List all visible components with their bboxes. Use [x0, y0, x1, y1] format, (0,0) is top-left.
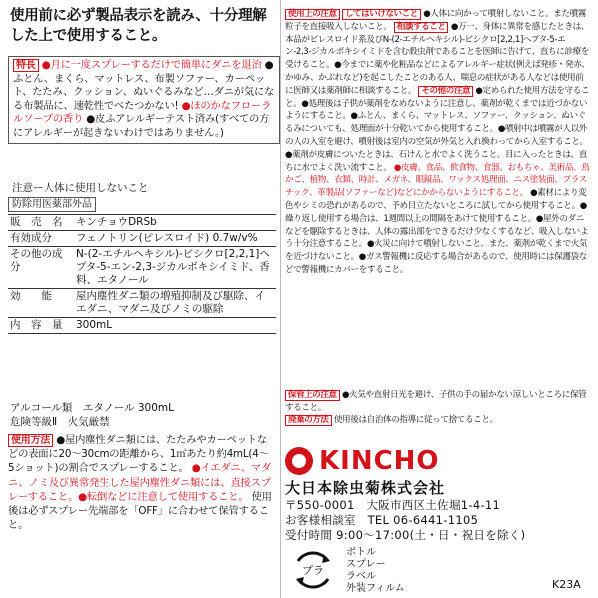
recycle-item: スプレー [346, 559, 386, 570]
usage-off: 使用後は必ずスプレー先端部を「OFF」に合わせて保管すること。 [8, 490, 272, 532]
recycle-items [346, 547, 405, 595]
kincho-logo [285, 446, 440, 476]
storage-text: ●火気や直射日光を避け、子供の手の届かない涼しいところに保管すること。 [285, 390, 587, 413]
note-person: 注意ー人体に使用しないこと [12, 182, 149, 194]
recycle-item: ボトル [346, 547, 376, 558]
table-row: 販 売 名 キンチョウDRSb [8, 215, 276, 231]
drug-label: 防除用医薬部外品 [8, 197, 96, 212]
features-tag: 特長 [13, 59, 39, 72]
features-box [8, 56, 280, 144]
header-text: 使用前に必ず製品表示を読み、十分理解した上で使用すること。 [10, 8, 267, 44]
caution-p3: ●定められた使用方法を守ること。●処理後は子供が薬剤をなめないように注意し、薬剤が乾くまでは近づかないようにすること。●ふとん、まくら、マットレス、ソファー、クッション、ぬいぐるみについても、処理面が十分乾いてから使用すること。●噴射中は噴霧が人以外の人の入室を避け、噴射後は室内の空気が外気と入れ換わってから入室すること。●薬剤が皮膚についたときは、石けんと水でよく洗うこと。目に入ったときは、直ちに水でよく洗い流すこと。 [285, 85, 590, 173]
caution-tag: 使用上の注意 [285, 9, 340, 20]
spec-table [8, 214, 276, 334]
alcohol-line-1: アルコール類 エタノール 300mL [10, 402, 174, 414]
recycle-mark-text: プラ [302, 564, 324, 577]
product-code: K23A [552, 578, 581, 591]
usage-tag: 使用方法 [8, 434, 53, 447]
caution-p2: ●万一、身体に異常を感じたときは、本品がピレスロイド系及びN-(2-エチルヘキシル)-ビシクロ[2,2,1]ヘプタ-5-エン-2,3-ジカルボキシイミドを含む殺虫剤であることを医師に告げて、直ちに診療を受けること。●今までに薬や化粧品などによるアレルギー症状(例えば発疹・発赤、かゆみ、かぶれなど)を起こしたことのある人、喘息の症状がある人などは使用前に医師又は薬剤師に相談すること。 [285, 21, 590, 96]
disposal-tag: 廃棄の方法 [285, 415, 332, 426]
caution-p5: ●素材により変色やシミの恐れがあるので、予め目立たないところに試してから使用すること。●繰り返し使用する場合は、1週間以上の間隔をあけて使用すること。●屋外のダニなどを駆除するときは、人体の露出部をできるだけ少なくするなど、吸入しないよう十分注意すること。●火災に向けて噴射しないこと。また、薬剤が乾くまで火気を近づけないこと。●ガス警報機に反応する場合があるので、使用時には保護袋などで警報機にカバーをすること。 [285, 188, 589, 275]
address-line-2: お客様相談室 TEL 06-6441-1105 [285, 513, 479, 527]
company-name: 大日本除虫菊株式会社 [285, 479, 446, 497]
alcohol-info [10, 401, 174, 429]
address-block [285, 498, 525, 543]
usage-section [8, 433, 274, 532]
feature-line-1: ●月に一度スプレーするだけで簡単にダニを退治 [41, 59, 262, 71]
recycle-item: 外装フィルム [346, 583, 405, 594]
table-row: 内 容 量 300mL [8, 318, 276, 334]
left-column [0, 0, 280, 598]
caution-no-tag: してはいけないこと [342, 9, 421, 20]
caution-section [285, 8, 591, 277]
storage-section [285, 389, 591, 427]
feature-line-3: ●ほのかなフローラルソープの香り [13, 99, 272, 126]
table-row: 効 能 屋内塵性ダニ類の増殖抑制及び駆除、イエダニ、マダニ及びノミの駆除 [8, 289, 276, 318]
storage-tag: 保管上の注意 [285, 390, 340, 401]
logo-text: KINCHO [319, 446, 440, 476]
caution-consult-tag: 相談すること [394, 22, 449, 33]
caution-p4: ●皮膚、食品、飲食物、食器、おもちゃ、美術品、鳥かご、植物、衣類、時計、メガネ、眼鏡品、ワックス処理面、ニス塗装面、プラスチック、革製品(ソファーなど)などにかからないようにすること。 [285, 162, 590, 199]
address-line-1: 〒550-0001 大阪市西区土佐堀1-4-11 [285, 498, 501, 512]
caution-other-tag: その他の注意 [418, 86, 473, 97]
usage-red: ●イエダニ、マダニ、ノミ及び異常発生した屋内塵性ダニ類には、直接スプレーすること。●転倒などに注意して使用すること。 [8, 462, 272, 503]
address-line-3: 受付時間 9:00～17:00(土・日・祝日を除く) [285, 528, 526, 542]
feature-line-4: ●皮ふアレルギーテスト済み(すべての方にアレルギーが起きないわけではありません。) [13, 113, 270, 139]
caution-p1: ●人体に向かって噴射しないこと。また噴霧粒子を直接吸入しないこと。 [285, 9, 586, 32]
disposal-text: 使用後は自治体の指導に従って捨てること。 [333, 415, 498, 426]
table-row: その他の成分 N-(2-エチルヘキシル)-ビシクロ[2,2,1]ヘプタ-5-エン-2,3-ジカルボキシイミド、香料、エタノール [8, 247, 276, 289]
recycle-item: ラベル [346, 571, 376, 582]
recycle-pla-icon [290, 547, 336, 593]
table-row: 有効成分 フェノトリン(ピレスロイド) 0.7w/v% [8, 231, 276, 247]
logo-mark-icon [285, 447, 313, 475]
feature-line-2: ●ふとん、まくら、マットレス、布製ソファー、カーペット、たたみ、クッション、ぬいぐるみなど…ダニが気になる布製品に、速乾性でべたつかない! [13, 59, 275, 112]
usage-text: ●屋内塵性ダニ類には、たたみやカーペットなどの表面に20～30cmの距離から、1㎡あたり約4mL(4～5ショット)の割合でスプレーすること。 [8, 434, 269, 475]
alcohol-line-2: 危険等級Ⅱ 火気厳禁 [10, 416, 110, 428]
